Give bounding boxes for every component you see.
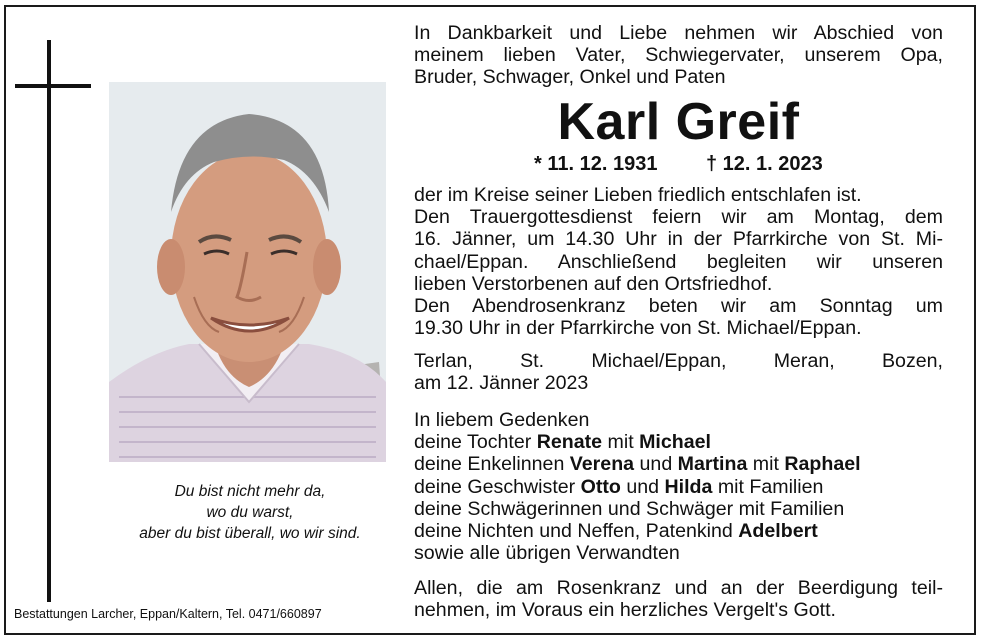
- family-list: [414, 409, 943, 564]
- quote-line: wo du warst,: [206, 504, 294, 521]
- intro-line: In Dankbarkeit und Liebe nehmen wir Abschied von: [414, 22, 943, 44]
- body-line: der im Kreise seiner Lieben friedlich entschlafen ist.: [414, 184, 862, 206]
- body-line: Den Abendrosenkranz beten wir am Sonntag um: [414, 295, 943, 318]
- announcement-text: [414, 184, 943, 339]
- family-line-daughter: deine Tochter Renate mit Michael: [414, 431, 711, 454]
- thanks-line: nehmen, im Voraus ein herzliches Vergelt's Gott.: [414, 599, 836, 622]
- undertaker-info: Bestattungen Larcher, Eppan/Kaltern, Tel. 0471/660897: [14, 607, 322, 621]
- deceased-name: Karl Greif: [557, 93, 800, 151]
- intro-line: meinem lieben Vater, Schwiegervater, unserem Opa,: [414, 44, 943, 67]
- place-date: [414, 350, 943, 394]
- family-line-grandchildren: deine Enkelinnen Verena und Martina mit Raphael: [414, 453, 861, 476]
- date-line: am 12. Jänner 2023: [414, 372, 589, 395]
- family-line-relatives: sowie alle übrigen Verwandten: [414, 542, 680, 565]
- portrait-photo: [109, 82, 386, 462]
- intro-text: [414, 22, 943, 89]
- body-line: Den Trauergottesdienst feiern wir am Montag, dem: [414, 206, 943, 229]
- family-line-in-laws: deine Schwägerinnen und Schwäger mit Familien: [414, 497, 845, 520]
- cross-horizontal-bar: [15, 84, 91, 88]
- portrait-illustration: [109, 82, 386, 462]
- family-intro: In liebem Gedenken: [414, 409, 590, 431]
- thanks-line: Allen, die am Rosenkranz und an der Beerdigung teil-: [414, 577, 943, 599]
- body-line: chael/Eppan. Anschließend begleiten wir unseren: [414, 250, 943, 273]
- body-line: lieben Verstorbenen auf den Ortsfriedhof.: [414, 272, 773, 295]
- intro-line: Bruder, Schwager, Onkel und Paten: [414, 66, 726, 89]
- quote-line: Du bist nicht mehr da,: [174, 483, 326, 500]
- thanks-text: [414, 577, 943, 621]
- body-line: 16. Jänner, um 14.30 Uhr in der Pfarrkirche von St. Mi-: [414, 228, 943, 251]
- family-line-siblings: deine Geschwister Otto und Hilda mit Familien: [414, 475, 824, 498]
- family-line-nieces-nephews: deine Nichten und Neffen, Patenkind Adelbert: [414, 520, 818, 543]
- place-line: Terlan, St. Michael/Eppan, Meran, Bozen,: [414, 350, 943, 372]
- cross-vertical-bar: [47, 40, 51, 602]
- death-date: † 12. 1. 2023: [706, 153, 823, 175]
- memorial-quote: [100, 481, 400, 544]
- birth-date: * 11. 12. 1931: [534, 153, 658, 175]
- quote-line: aber du bist überall, wo wir sind.: [139, 525, 361, 542]
- body-line: 19.30 Uhr in der Pfarrkirche von St. Michael/Eppan.: [414, 317, 862, 340]
